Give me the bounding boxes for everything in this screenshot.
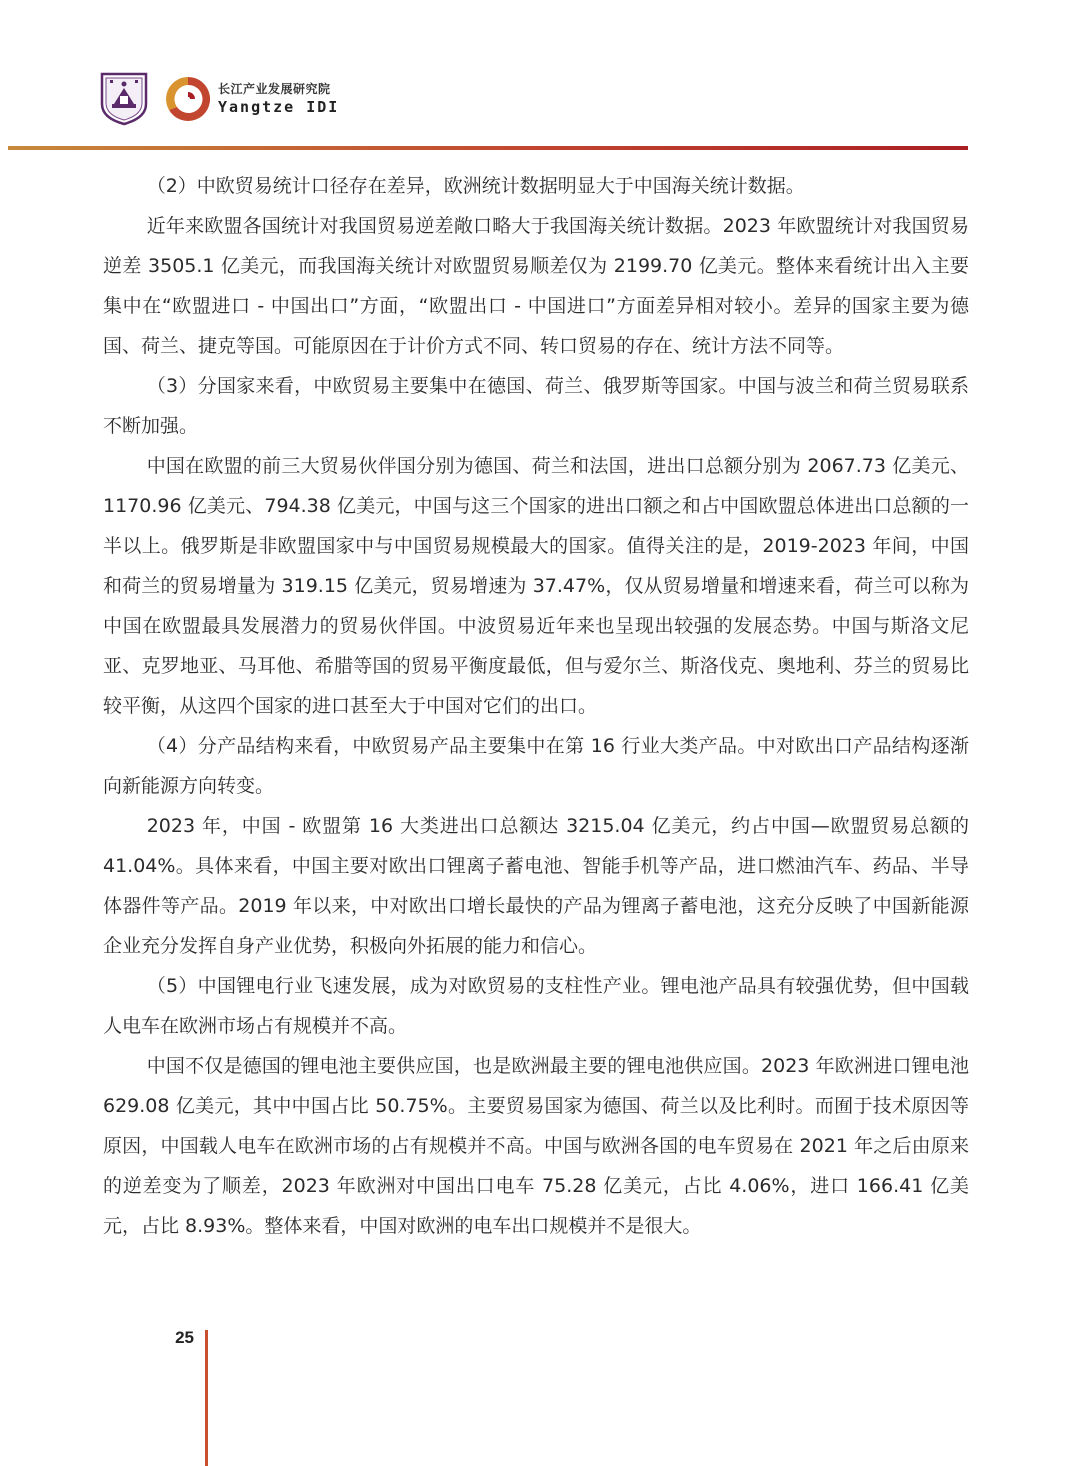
paragraph: 中国不仅是德国的锂电池主要供应国，也是欧洲最主要的锂电池供应国。2023 年欧洲进口锂电池 629.08 亿美元，其中中国占比 50.75%。主要贸易国家为德国、荷兰以及比利时。而囿于技术原因等原因，中国载人电车在欧洲市场的占有规模并不高。中国与欧洲各国的电车贸易在 2021 年之后由原来的逆差变为了顺差，2023 年欧洲对中国出口电车 75.28 亿美元，占比 4.06%，进口 166.41 亿美元，占比 8.93%。整体来看，中国对欧洲的电车出口规模并不是很大。 <box>103 1055 969 1237</box>
page-header <box>0 0 1080 150</box>
paragraph: （5）中国锂电行业飞速发展，成为对欧贸易的支柱性产业。锂电池产品具有较强优势，但中国载人电车在欧洲市场占有规模并不高。 <box>103 975 969 1037</box>
brand-name-en: Yangtze IDI <box>218 98 340 116</box>
header-divider <box>8 146 968 150</box>
paragraph: 中国在欧盟的前三大贸易伙伴国分别为德国、荷兰和法国，进出口总额分别为 2067.73 亿美元、1170.96 亿美元、794.38 亿美元，中国与这三个国家的进出口额之和占中国欧盟总体进出口总额的一半以上。俄罗斯是非欧盟国家中与中国贸易规模最大的国家。值得关注的是，2019-2023 年间，中国和荷兰的贸易增量为 319.15 亿美元，贸易增速为 37.47%，仅从贸易增量和增速来看，荷兰可以称为中国在欧盟最具发展潜力的贸易伙伴国。中波贸易近年来也呈现出较强的发展态势。中国与斯洛文尼亚、克罗地亚、马耳他、希腊等国的贸易平衡度最低，但与爱尔兰、斯洛伐克、奥地利、芬兰的贸易比较平衡，从这四个国家的进口甚至大于中国对它们的出口。 <box>103 455 969 717</box>
university-crest-icon <box>100 70 148 126</box>
body-text <box>103 166 969 1246</box>
paragraph: （2）中欧贸易统计口径存在差异，欧洲统计数据明显大于中国海关统计数据。 <box>146 175 805 197</box>
brand-name-cn: 长江产业发展研究院 <box>218 82 331 96</box>
idi-swirl-logo-icon <box>163 74 213 124</box>
page-number: 25 <box>175 1328 194 1347</box>
brand-name <box>218 82 339 116</box>
paragraph: （4）分产品结构来看，中欧贸易产品主要集中在第 16 行业大类产品。中对欧出口产品结构逐渐向新能源方向转变。 <box>103 735 969 797</box>
paragraph: （3）分国家来看，中欧贸易主要集中在德国、荷兰、俄罗斯等国家。中国与波兰和荷兰贸易联系不断加强。 <box>103 375 969 437</box>
footer-divider <box>205 1330 208 1466</box>
paragraph: 2023 年，中国 - 欧盟第 16 大类进出口总额达 3215.04 亿美元，约占中国—欧盟贸易总额的 41.04%。具体来看，中国主要对欧出口锂离子蓄电池、智能手机等产品，进口燃油汽车、药品、半导体器件等产品。2019 年以来，中对欧出口增长最快的产品为锂离子蓄电池，这充分反映了中国新能源企业充分发挥自身产业优势，积极向外拓展的能力和信心。 <box>103 815 969 957</box>
paragraph: 近年来欧盟各国统计对我国贸易逆差敞口略大于我国海关统计数据。2023 年欧盟统计对我国贸易逆差 3505.1 亿美元，而我国海关统计对欧盟贸易顺差仅为 2199.70 亿美元。整体来看统计出入主要集中在“欧盟进口 - 中国出口”方面，“欧盟出口 - 中国进口”方面差异相对较小。差异的国家主要为德国、荷兰、捷克等国。可能原因在于计价方式不同、转口贸易的存在、统计方法不同等。 <box>103 215 969 357</box>
